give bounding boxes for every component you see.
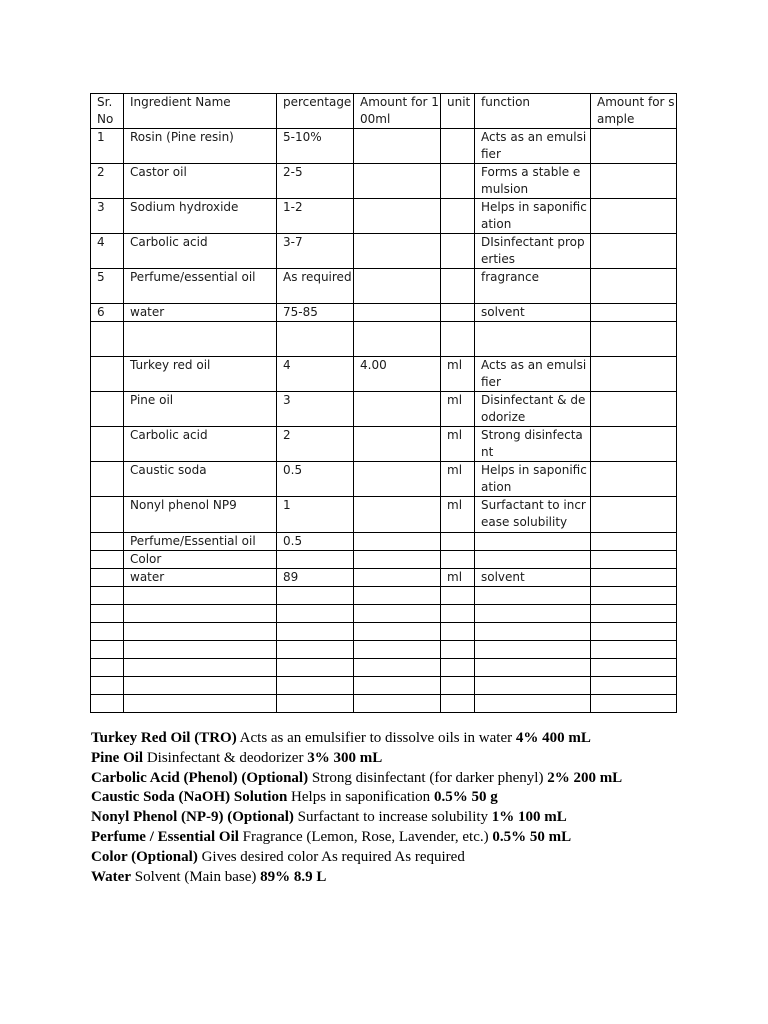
note-ingredient: Nonyl Phenol (NP-9) (Optional): [91, 809, 294, 826]
cell-sr-no: 1: [91, 129, 124, 164]
cell-ingredient-name: Turkey red oil: [124, 357, 277, 392]
cell-amount-sample: [591, 569, 677, 587]
cell-amount-100ml: [354, 269, 441, 304]
cell-percentage: 1: [277, 497, 354, 533]
cell-amount-sample: [591, 659, 677, 677]
cell-amount-sample: [591, 427, 677, 462]
cell-amount-sample: [591, 199, 677, 234]
cell-amount-100ml: [354, 533, 441, 551]
cell-ingredient-name: [124, 677, 277, 695]
cell-function: Acts as an emulsifier: [475, 129, 591, 164]
cell-amount-100ml: [354, 569, 441, 587]
note-amount: 4% 400 mL: [515, 730, 591, 746]
cell-unit: [441, 659, 475, 677]
cell-percentage: 5-10%: [277, 129, 354, 164]
cell-amount-sample: [591, 641, 677, 659]
table-row: [91, 427, 677, 462]
cell-percentage: [277, 623, 354, 641]
cell-sr-no: 3: [91, 199, 124, 234]
cell-unit: ml: [441, 392, 475, 427]
cell-percentage: 0.5: [277, 462, 354, 497]
cell-percentage: 1-2: [277, 199, 354, 234]
cell-unit: ml: [441, 357, 475, 392]
cell-sr-no: [91, 551, 124, 569]
table-row: [91, 587, 677, 605]
cell-amount-100ml: [354, 641, 441, 659]
cell-amount-100ml: [354, 427, 441, 462]
note-amount: 2% 200 mL: [547, 769, 623, 786]
ingredient-notes: [91, 729, 622, 887]
cell-amount-sample: [591, 587, 677, 605]
cell-sr-no: 2: [91, 164, 124, 199]
table-row: [91, 322, 677, 357]
note-ingredient: Water: [91, 868, 131, 885]
cell-amount-100ml: [354, 199, 441, 234]
cell-sr-no: [91, 357, 124, 392]
note-ingredient: Turkey Red Oil (TRO): [91, 730, 237, 746]
cell-ingredient-name: water: [124, 304, 277, 322]
note-line: [91, 848, 622, 868]
note-line: [91, 769, 622, 789]
table-row: [91, 129, 677, 164]
table-row: [91, 462, 677, 497]
cell-percentage: [277, 677, 354, 695]
note-amount: 1% 100 mL: [491, 809, 567, 826]
table-row: [91, 533, 677, 551]
table-row: [91, 605, 677, 623]
cell-unit: [441, 641, 475, 659]
cell-unit: [441, 587, 475, 605]
table-row: [91, 269, 677, 304]
cell-ingredient-name: [124, 659, 277, 677]
table-row: [91, 695, 677, 713]
cell-function: Helps in saponification: [475, 199, 591, 234]
cell-unit: [441, 551, 475, 569]
cell-function: [475, 322, 591, 357]
cell-sr-no: [91, 695, 124, 713]
cell-sr-no: 6: [91, 304, 124, 322]
note-line: [91, 749, 622, 769]
cell-sr-no: [91, 533, 124, 551]
cell-ingredient-name: [124, 641, 277, 659]
note-description: Surfactant to increase solubility: [297, 809, 489, 826]
cell-unit: [441, 605, 475, 623]
cell-unit: [441, 269, 475, 304]
note-description: Gives desired color As required As required: [201, 848, 465, 865]
cell-percentage: 3-7: [277, 234, 354, 269]
cell-percentage: 4: [277, 357, 354, 392]
cell-function: Forms a stable emulsion: [475, 164, 591, 199]
table-row: [91, 659, 677, 677]
cell-amount-100ml: [354, 659, 441, 677]
cell-amount-100ml: [354, 234, 441, 269]
cell-amount-100ml: [354, 551, 441, 569]
note-description: Solvent (Main base): [134, 868, 257, 885]
cell-percentage: 0.5: [277, 533, 354, 551]
cell-sr-no: 5: [91, 269, 124, 304]
cell-ingredient-name: Castor oil: [124, 164, 277, 199]
table-row: [91, 623, 677, 641]
cell-amount-100ml: [354, 497, 441, 533]
cell-amount-sample: [591, 269, 677, 304]
header-sr-no: Sr. No: [91, 94, 124, 129]
note-line: [91, 788, 622, 808]
note-description: Fragrance (Lemon, Rose, Lavender, etc.): [242, 828, 489, 845]
header-function: function: [475, 94, 591, 129]
cell-function: [475, 695, 591, 713]
cell-function: Strong disinfectant: [475, 427, 591, 462]
cell-amount-sample: [591, 392, 677, 427]
note-line: [91, 808, 622, 828]
header-amount-sample: Amount for sample: [591, 94, 677, 129]
cell-function: [475, 533, 591, 551]
table-row: [91, 677, 677, 695]
header-ingredient-name: Ingredient Name: [124, 94, 277, 129]
cell-function: solvent: [475, 304, 591, 322]
header-amount-100ml: Amount for 100ml: [354, 94, 441, 129]
cell-sr-no: [91, 641, 124, 659]
table-row: [91, 234, 677, 269]
cell-ingredient-name: Perfume/Essential oil: [124, 533, 277, 551]
cell-amount-sample: [591, 129, 677, 164]
cell-unit: ml: [441, 569, 475, 587]
cell-amount-sample: [591, 695, 677, 713]
cell-ingredient-name: Color: [124, 551, 277, 569]
table-row: [91, 357, 677, 392]
cell-function: [475, 551, 591, 569]
cell-function: [475, 623, 591, 641]
cell-percentage: [277, 695, 354, 713]
cell-amount-sample: [591, 234, 677, 269]
cell-unit: [441, 129, 475, 164]
note-ingredient: Perfume / Essential Oil: [91, 828, 239, 845]
cell-ingredient-name: Pine oil: [124, 392, 277, 427]
cell-sr-no: [91, 587, 124, 605]
cell-percentage: [277, 641, 354, 659]
cell-unit: ml: [441, 497, 475, 533]
cell-unit: [441, 677, 475, 695]
cell-ingredient-name: Perfume/essential oil: [124, 269, 277, 304]
cell-sr-no: [91, 659, 124, 677]
cell-percentage: 89: [277, 569, 354, 587]
cell-sr-no: [91, 392, 124, 427]
note-ingredient: Pine Oil: [91, 749, 144, 766]
table-row: [91, 641, 677, 659]
cell-amount-sample: [591, 551, 677, 569]
cell-unit: [441, 199, 475, 234]
cell-amount-100ml: [354, 462, 441, 497]
cell-percentage: 2-5: [277, 164, 354, 199]
cell-unit: ml: [441, 427, 475, 462]
cell-sr-no: 4: [91, 234, 124, 269]
note-description: Helps in saponification: [291, 789, 431, 806]
note-description: Strong disinfectant (for darker phenyl): [311, 769, 544, 786]
cell-percentage: [277, 605, 354, 623]
cell-amount-100ml: [354, 392, 441, 427]
note-amount: 3% 300 mL: [307, 749, 383, 766]
cell-amount-100ml: [354, 623, 441, 641]
cell-percentage: [277, 551, 354, 569]
cell-amount-100ml: [354, 677, 441, 695]
cell-ingredient-name: Rosin (Pine resin): [124, 129, 277, 164]
cell-sr-no: [91, 677, 124, 695]
cell-amount-sample: [591, 357, 677, 392]
cell-function: [475, 587, 591, 605]
cell-ingredient-name: [124, 587, 277, 605]
note-ingredient: Caustic Soda (NaOH) Solution: [91, 789, 288, 806]
cell-amount-100ml: [354, 587, 441, 605]
cell-amount-100ml: [354, 129, 441, 164]
note-ingredient: Color (Optional): [91, 848, 198, 865]
cell-sr-no: [91, 605, 124, 623]
note-ingredient: Carbolic Acid (Phenol) (Optional): [91, 769, 309, 786]
cell-function: [475, 605, 591, 623]
cell-amount-100ml: [354, 605, 441, 623]
cell-function: [475, 641, 591, 659]
cell-sr-no: [91, 497, 124, 533]
cell-unit: [441, 234, 475, 269]
note-amount: 0.5% 50 g: [433, 789, 498, 806]
cell-amount-sample: [591, 623, 677, 641]
cell-ingredient-name: [124, 322, 277, 357]
table-row: [91, 199, 677, 234]
ingredients-table: [90, 93, 677, 713]
cell-amount-100ml: [354, 695, 441, 713]
note-line: [91, 868, 622, 888]
cell-unit: [441, 322, 475, 357]
note-amount: 0.5% 50 mL: [492, 828, 572, 845]
cell-unit: [441, 304, 475, 322]
cell-amount-sample: [591, 322, 677, 357]
table-header-row: [91, 94, 677, 129]
table-row: [91, 392, 677, 427]
cell-function: [475, 659, 591, 677]
cell-ingredient-name: Sodium hydroxide: [124, 199, 277, 234]
table-row: [91, 569, 677, 587]
cell-function: [475, 677, 591, 695]
note-description: Disinfectant & deodorizer: [146, 749, 304, 766]
cell-unit: [441, 164, 475, 199]
note-amount: 89% 8.9 L: [260, 868, 327, 885]
cell-amount-sample: [591, 605, 677, 623]
header-unit: unit: [441, 94, 475, 129]
cell-unit: [441, 695, 475, 713]
note-description: Acts as an emulsifier to dissolve oils in water: [239, 730, 513, 746]
cell-sr-no: [91, 322, 124, 357]
cell-amount-sample: [591, 164, 677, 199]
cell-amount-sample: [591, 533, 677, 551]
cell-function: Acts as an emulsifier: [475, 357, 591, 392]
cell-amount-100ml: 4.00: [354, 357, 441, 392]
cell-function: Disinfectant & deodorize: [475, 392, 591, 427]
cell-ingredient-name: Nonyl phenol NP9: [124, 497, 277, 533]
cell-function: DIsinfectant properties: [475, 234, 591, 269]
table-row: [91, 551, 677, 569]
cell-amount-100ml: [354, 322, 441, 357]
cell-function: solvent: [475, 569, 591, 587]
cell-unit: [441, 623, 475, 641]
cell-amount-100ml: [354, 304, 441, 322]
cell-percentage: As required: [277, 269, 354, 304]
cell-amount-sample: [591, 462, 677, 497]
cell-percentage: 3: [277, 392, 354, 427]
cell-ingredient-name: [124, 605, 277, 623]
cell-percentage: 2: [277, 427, 354, 462]
cell-unit: ml: [441, 462, 475, 497]
cell-ingredient-name: [124, 695, 277, 713]
cell-unit: [441, 533, 475, 551]
cell-sr-no: [91, 569, 124, 587]
cell-ingredient-name: Caustic soda: [124, 462, 277, 497]
cell-percentage: [277, 659, 354, 677]
cell-amount-sample: [591, 304, 677, 322]
cell-amount-sample: [591, 497, 677, 533]
cell-function: Helps in saponification: [475, 462, 591, 497]
cell-ingredient-name: [124, 623, 277, 641]
cell-amount-sample: [591, 677, 677, 695]
cell-sr-no: [91, 623, 124, 641]
cell-ingredient-name: Carbolic acid: [124, 427, 277, 462]
cell-percentage: [277, 587, 354, 605]
note-line: [91, 828, 622, 848]
cell-percentage: 75-85: [277, 304, 354, 322]
cell-ingredient-name: water: [124, 569, 277, 587]
note-line: [91, 729, 622, 749]
cell-function: Surfactant to increase solubility: [475, 497, 591, 533]
cell-sr-no: [91, 427, 124, 462]
table-row: [91, 304, 677, 322]
cell-ingredient-name: Carbolic acid: [124, 234, 277, 269]
header-percentage: percentage: [277, 94, 354, 129]
table-row: [91, 164, 677, 199]
cell-amount-100ml: [354, 164, 441, 199]
table-row: [91, 497, 677, 533]
cell-sr-no: [91, 462, 124, 497]
cell-function: fragrance: [475, 269, 591, 304]
cell-percentage: [277, 322, 354, 357]
